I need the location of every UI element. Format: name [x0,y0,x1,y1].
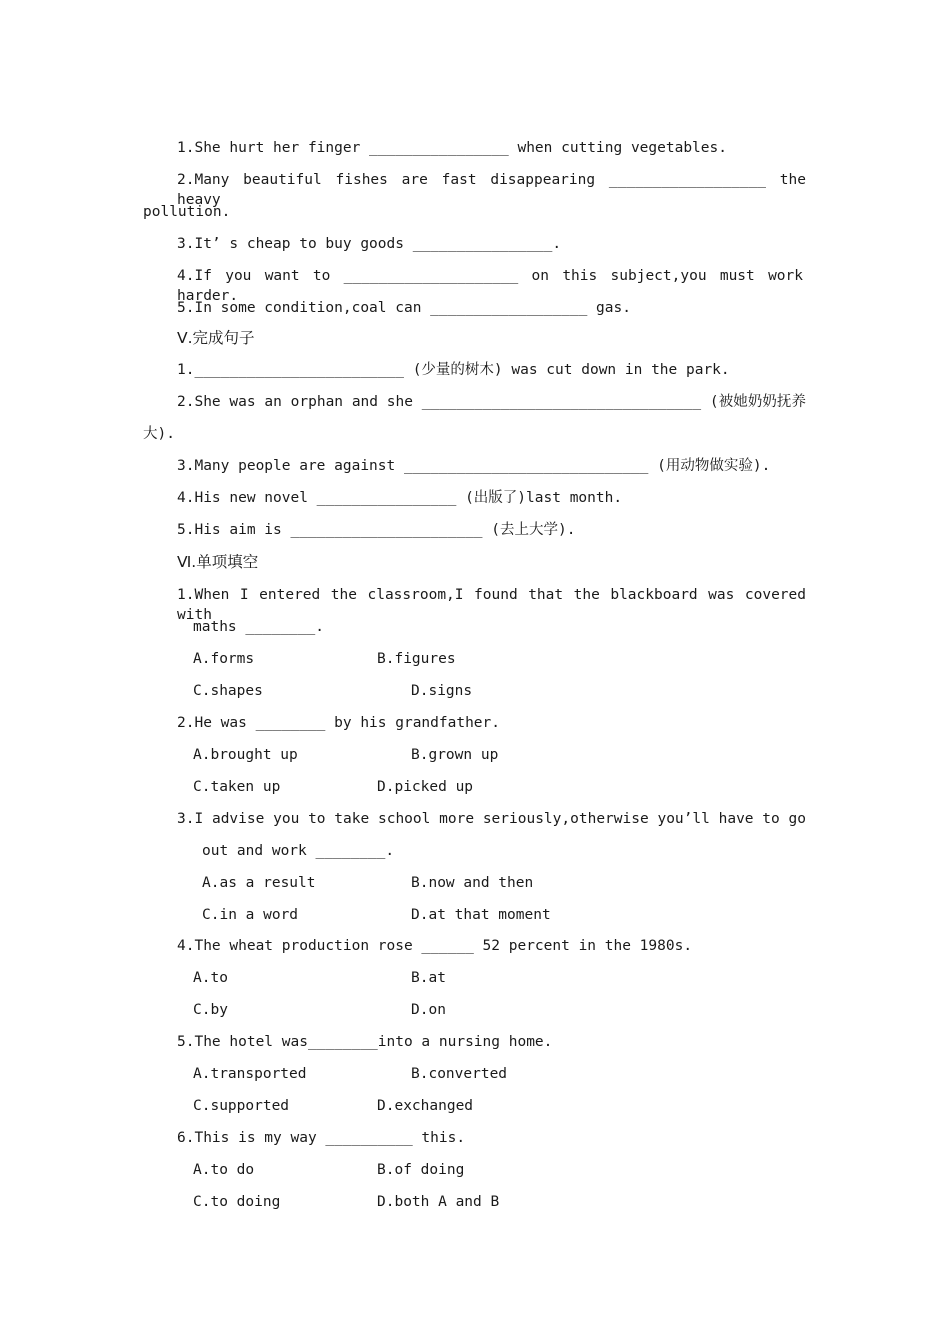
q3-option-d[interactable]: D.at that moment [411,907,551,923]
v-item-2: 2.She was an orphan and she ________________________________ (被她奶奶抚养 [177,394,806,410]
q6-option-a[interactable]: A.to do [193,1162,255,1178]
q3-option-a[interactable]: A.as a result [202,875,316,891]
iv-item-1: 1.She hurt her finger ________________ when cutting vegetables. [177,140,727,156]
q1-option-d[interactable]: D.signs [411,683,473,699]
q5-option-c[interactable]: C.supported [193,1098,290,1114]
q2-option-c[interactable]: C.taken up [193,779,281,795]
q2-option-a[interactable]: A.brought up [193,747,298,763]
q4-option-b[interactable]: B.at [411,970,446,986]
q6-option-c[interactable]: C.to doing [193,1194,281,1210]
q1-stem-cont: maths ________. [193,619,324,635]
q6-option-b[interactable]: B.of doing [377,1162,465,1178]
q1-option-c[interactable]: C.shapes [193,683,263,699]
q5-stem: 5.The hotel was________into a nursing home. [177,1034,553,1050]
q3-option-c[interactable]: C.in a word [202,907,299,923]
q3-stem: 3.I advise you to take school more seriously,otherwise you’ll have to go [177,811,806,827]
v-item-1: 1.________________________ (少量的树木) was cut down in the park. [177,362,730,378]
q5-option-d[interactable]: D.exchanged [377,1098,474,1114]
iv-item-2: 2.Many beautiful fishes are fast disappearing __________________ the heavy [177,172,806,208]
q4-option-a[interactable]: A.to [193,970,228,986]
section-v-heading: Ⅴ.完成句子 [177,329,255,347]
q3-option-b[interactable]: B.now and then [411,875,534,891]
iv-item-4: 4.If you want to ____________________ on this subject,you must work harder. [177,268,803,304]
q3-stem-cont: out and work ________. [202,843,395,859]
q4-option-d[interactable]: D.on [411,1002,446,1018]
v-item-5: 5.His aim is ______________________ (去上大学). [177,522,576,538]
q2-stem: 2.He was ________ by his grandfather. [177,715,501,731]
iv-item-5: 5.In some condition,coal can __________________ gas. [177,300,631,316]
q6-stem: 6.This is my way __________ this. [177,1130,466,1146]
v-item-2-cont: 大). [143,426,175,442]
v-item-3: 3.Many people are against ____________________________ (用动物做实验). [177,458,771,474]
q5-option-b[interactable]: B.converted [411,1066,508,1082]
q1-option-a[interactable]: A.forms [193,651,255,667]
q5-option-a[interactable]: A.transported [193,1066,307,1082]
section-vi-heading: Ⅵ.单项填空 [177,553,259,571]
q6-option-d[interactable]: D.both A and B [377,1194,500,1210]
q1-stem: 1.When I entered the classroom,I found that the blackboard was covered with [177,587,806,623]
q1-option-b[interactable]: B.figures [377,651,456,667]
v-item-4: 4.His new novel ________________ (出版了)last month. [177,490,623,506]
q4-option-c[interactable]: C.by [193,1002,228,1018]
iv-item-3: 3.It’ s cheap to buy goods ________________. [177,236,562,252]
q4-stem: 4.The wheat production rose ______ 52 percent in the 1980s. [177,938,693,954]
q2-option-b[interactable]: B.grown up [411,747,499,763]
q2-option-d[interactable]: D.picked up [377,779,474,795]
iv-item-2-cont: pollution. [143,204,231,220]
